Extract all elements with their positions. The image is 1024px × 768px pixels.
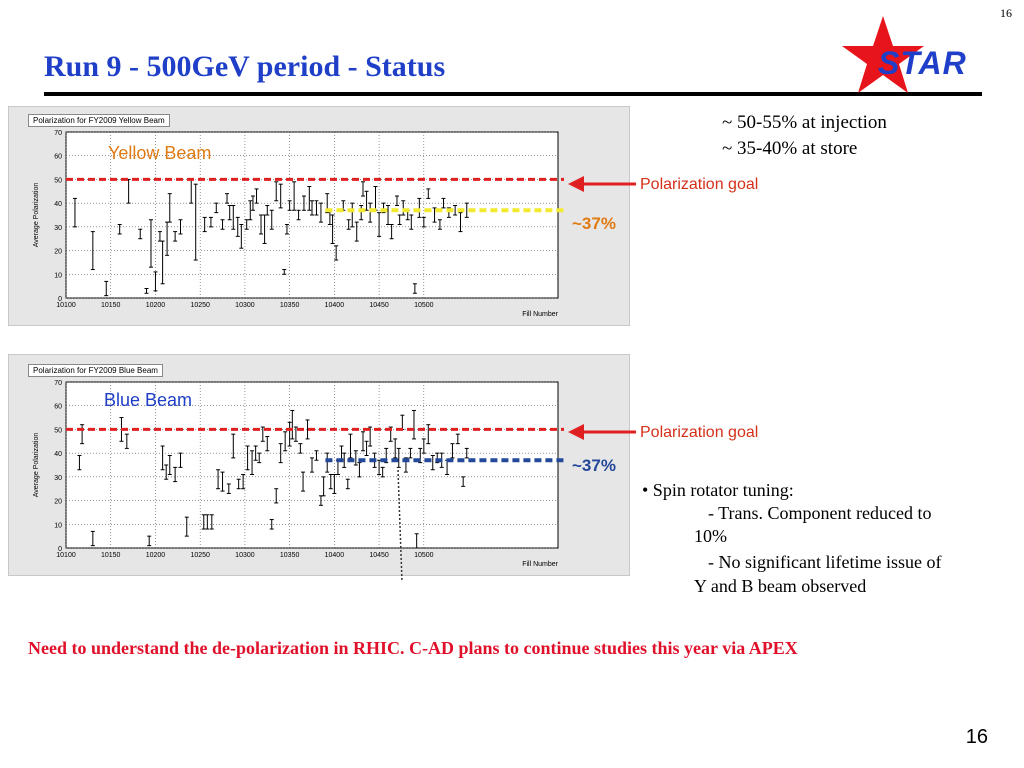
y-tick-label: 30 <box>54 474 62 482</box>
x-tick-label: 10300 <box>235 552 255 559</box>
x-tick-label: 10150 <box>100 302 121 309</box>
y-tick-label: 70 <box>54 130 62 137</box>
page-title: Run 9 - 500GeV period - Status <box>44 50 446 83</box>
y-tick-label: 10 <box>54 272 62 280</box>
y-axis-label: Average Polarization <box>33 182 40 248</box>
x-tick-label: 10250 <box>190 302 210 309</box>
yellow-beam-label: Yellow Beam <box>108 143 212 163</box>
y-axis-label: Average Polarization <box>33 432 40 498</box>
y-tick-label: 0 <box>58 296 62 303</box>
yellow-goal-arrow-icon <box>566 174 638 194</box>
yellow-plot-tab-title: Polarization for FY2009 Yellow Beam <box>28 114 170 127</box>
y-tick-label: 50 <box>54 177 62 185</box>
y-tick-label: 30 <box>54 224 62 232</box>
blue-beam-label: Blue Beam <box>104 390 193 410</box>
y-tick-label: 20 <box>54 498 62 506</box>
spin-rotator-item1-line2: 10% <box>694 526 727 546</box>
yellow-beam-chart <box>16 126 564 322</box>
x-axis-label: Fill Number <box>522 311 558 318</box>
bottom-note: Need to understand the de-polarization in RHIC. C-AD plans to continue studies this year via APEX <box>28 638 798 658</box>
spin-rotator-item1-line1: - Trans. Component reduced to <box>708 503 932 523</box>
yellow-level-label: ~37% <box>572 214 616 233</box>
y-tick-label: 70 <box>54 380 62 387</box>
x-tick-label: 10450 <box>369 302 389 309</box>
x-tick-label: 10350 <box>279 302 300 309</box>
x-tick-label: 10500 <box>414 552 434 559</box>
blue-goal-arrow-icon <box>566 422 638 442</box>
x-tick-label: 10350 <box>279 552 300 559</box>
blue-plot-tab-title: Polarization for FY2009 Blue Beam <box>28 364 163 377</box>
y-tick-label: 60 <box>54 153 62 161</box>
y-tick-label: 40 <box>54 451 62 459</box>
injection-note: ~ 50-55% at injection <box>722 112 887 133</box>
blue-dotted-pointer <box>396 470 408 584</box>
x-tick-label: 10400 <box>324 302 345 309</box>
blue-goal-label: Polarization goal <box>640 424 759 441</box>
store-note: ~ 35-40% at store <box>722 138 858 159</box>
y-tick-label: 40 <box>54 201 62 209</box>
x-tick-label: 10300 <box>235 302 255 309</box>
blue-beam-chart <box>16 376 564 572</box>
x-tick-label: 10200 <box>145 552 166 559</box>
y-tick-label: 10 <box>54 522 62 530</box>
x-tick-label: 10250 <box>190 552 210 559</box>
x-tick-label: 10200 <box>145 302 166 309</box>
x-tick-label: 10150 <box>100 552 121 559</box>
y-tick-label: 0 <box>58 546 62 553</box>
star-logo-text: STAR <box>878 45 967 81</box>
x-tick-label: 10100 <box>56 552 76 559</box>
y-tick-label: 60 <box>54 403 62 411</box>
spin-rotator-item2-line2: Y and B beam observed <box>694 576 867 596</box>
x-tick-label: 10500 <box>414 302 434 309</box>
x-tick-label: 10450 <box>369 552 389 559</box>
blue-level-label: ~37% <box>572 456 616 475</box>
x-tick-label: 10400 <box>324 552 345 559</box>
yellow-goal-label: Polarization goal <box>640 176 759 193</box>
spin-rotator-bullet: • Spin rotator tuning: <box>642 480 794 500</box>
y-tick-label: 50 <box>54 427 62 435</box>
page-number-bottom: 16 <box>965 726 988 748</box>
x-tick-label: 10100 <box>56 302 76 309</box>
y-tick-label: 20 <box>54 248 62 256</box>
page-number-top: 16 <box>1000 6 1012 20</box>
spin-rotator-item2-line1: - No significant lifetime issue of <box>708 552 942 572</box>
x-axis-label: Fill Number <box>522 561 558 568</box>
